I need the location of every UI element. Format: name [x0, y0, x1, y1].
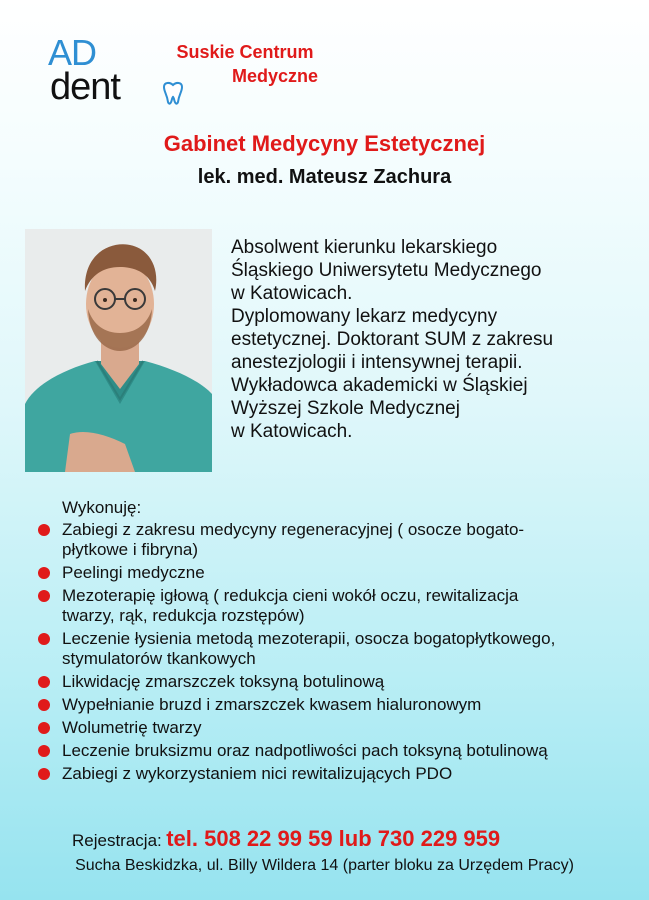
list-item	[38, 718, 638, 738]
doctor-photo	[25, 229, 212, 472]
list-item	[38, 629, 638, 669]
logo-ad-text: AD	[48, 32, 97, 73]
bullet-icon	[38, 699, 50, 711]
bio-line: Wyższej Szkole Medycznej	[231, 398, 460, 419]
service-text: Mezoterapię igłową ( redukcja cieni wokół oczu, rewitalizacja	[62, 586, 519, 605]
service-text: Zabiegi z wykorzystaniem nici rewitalizujących PDO	[62, 764, 453, 783]
registration-phones[interactable]: tel. 508 22 99 59 lub 730 229 959	[166, 826, 501, 851]
service-text: Likwidację zmarszczek toksyną botulinową	[62, 672, 385, 691]
clinic-address: Sucha Beskidzka, ul. Billy Wildera 14 (parter bloku za Urzędem Pracy)	[75, 857, 574, 874]
services-heading: Wykonuję:	[62, 498, 142, 517]
service-text-cont: twarzy, rąk, redukcja rozstępów)	[62, 606, 305, 625]
list-item	[38, 741, 638, 761]
service-text: Zabiegi z zakresu medycyny regeneracyjnej ( osocze bogato-	[62, 520, 525, 539]
bullet-icon	[38, 745, 50, 757]
list-item	[38, 695, 638, 715]
list-item	[38, 563, 638, 583]
logo-dent-text: dent	[50, 66, 120, 108]
service-text: Wolumetrię twarzy	[62, 718, 202, 737]
bio-line: w Katowicach.	[231, 283, 353, 304]
bio-line: Wykładowca akademicki w Śląskiej	[231, 375, 528, 396]
service-text: Peelingi medyczne	[62, 563, 205, 582]
bio-line: anestezjologii i intensywnej terapii.	[231, 352, 523, 373]
service-text: Leczenie bruksizmu oraz nadpotliwości pach toksyną botulinową	[62, 741, 548, 760]
bullet-icon	[38, 633, 50, 645]
doctor-portrait-illustration	[25, 229, 212, 472]
services-list	[38, 520, 638, 787]
service-text-cont: stymulatorów tkankowych	[62, 649, 256, 668]
bullet-icon	[38, 676, 50, 688]
list-item	[38, 672, 638, 692]
list-item	[38, 764, 638, 784]
service-text-cont: płytkowe i fibryna)	[62, 540, 199, 559]
bullet-icon	[38, 722, 50, 734]
clinic-name-line2: Medyczne	[231, 66, 319, 86]
clinic-name	[160, 40, 330, 88]
registration	[72, 826, 500, 852]
service-text: Wypełnianie bruzd i zmarszczek kwasem hialuronowym	[62, 695, 482, 714]
bullet-icon	[38, 768, 50, 780]
service-text: Leczenie łysienia metodą mezoterapii, osocza bogatopłytkowego,	[62, 629, 556, 648]
bio-line: Dyplomowany lekarz medycyny	[231, 306, 498, 327]
bullet-icon	[38, 590, 50, 602]
list-item	[38, 520, 638, 560]
office-title: Gabinet Medycyny Estetycznej	[163, 131, 486, 156]
bullet-icon	[38, 567, 50, 579]
clinic-name-line1: Suskie Centrum	[176, 42, 314, 62]
bullet-icon	[38, 524, 50, 536]
bio-line: Śląskiego Uniwersytetu Medycznego	[231, 260, 542, 281]
doctor-name: lek. med. Mateusz Zachura	[197, 166, 452, 188]
bio-line: Absolwent kierunku lekarskiego	[231, 237, 498, 258]
registration-label: Rejestracja:	[72, 831, 162, 850]
doctor-bio	[231, 236, 641, 443]
bio-line: w Katowicach.	[231, 421, 353, 442]
list-item	[38, 586, 638, 626]
bio-line: estetycznej. Doktorant SUM z zakresu	[231, 329, 554, 350]
